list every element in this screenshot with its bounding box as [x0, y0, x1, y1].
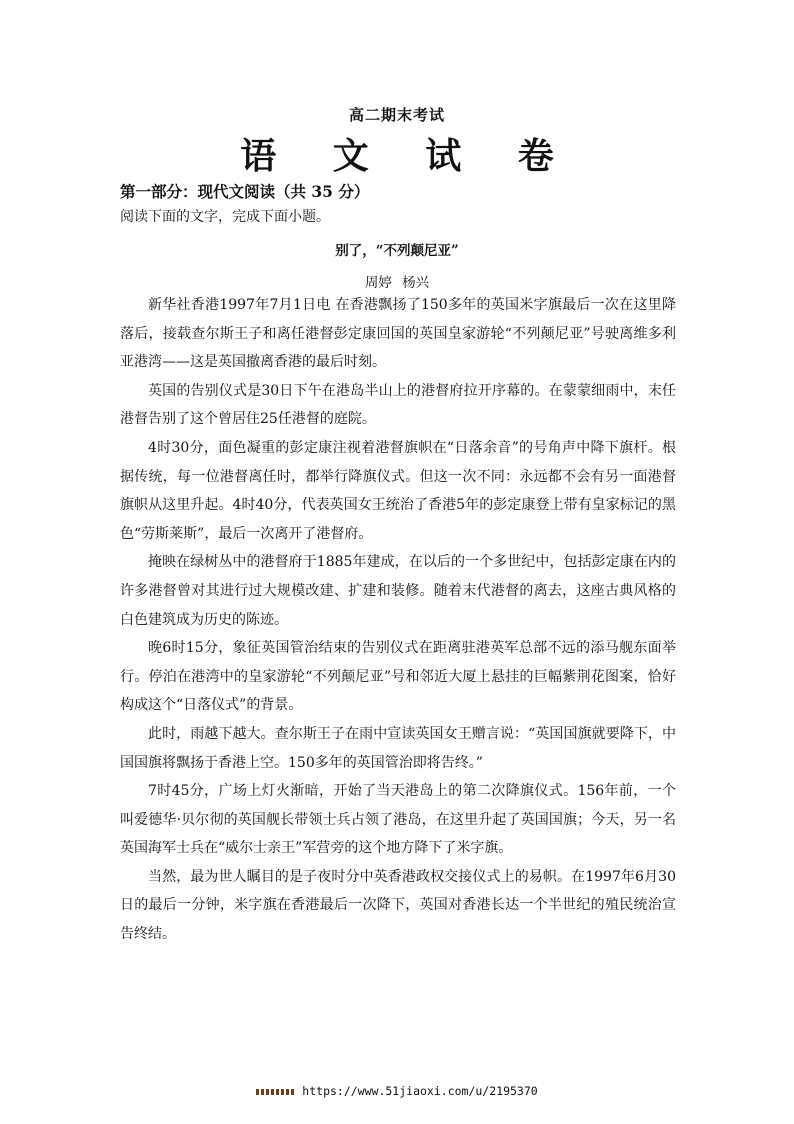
article-body — [120, 291, 676, 949]
article-title: 别了，“不列颠尼亚” — [335, 243, 459, 259]
article-paragraph: 新华社香港1997年7月1日电 在香港飘扬了150多年的英国米字旗最后一次在这里降落后，接载查尔斯王子和离任港督彭定康回国的英国皇家游轮“不列颠尼亚”号驶离维多利亚港湾——这是英国撤离香港的最后时刻。 — [120, 297, 676, 371]
article-authors: 周婷 杨兴 — [364, 275, 430, 291]
part-heading: 第一部分：现代文阅读（共 35 分） — [120, 182, 370, 201]
exam-title: 语 文 试 卷 — [240, 135, 576, 177]
article-paragraph: 掩映在绿树丛中的港督府于1885年建成，在以后的一个多世纪中，包括彭定康在内的许多港督曾对其进行过大规模改建、扩建和装修。随着末代港督的离去，这座古典风格的白色建筑成为历史的陈迹。 — [120, 554, 676, 628]
article-paragraph: 晚6时15分，象征英国管治结束的告别仪式在距离驻港英军总部不远的添马舰东面举行。停泊在港湾中的皇家游轮“不列颠尼亚”号和邻近大厦上悬挂的巨幅紫荆花图案，恰好构成这个“日落仪式”的背景。 — [120, 640, 676, 714]
article-paragraph: 7时45分，广场上灯火渐暗，开始了当天港岛上的第二次降旗仪式。156年前，一个叫爱德华·贝尔彻的英国舰长带领士兵占领了港岛，在这里升起了英国国旗；今天，另一名英国海军士兵在“威尔士亲王”军营旁的这个地方降下了米字旗。 — [120, 783, 676, 857]
article-paragraph: 4时30分，面色凝重的彭定康注视着港督旗帜在“日落余音”的号角声中降下旗杆。根据传统，每一位港督离任时，都举行降旗仪式。但这一次不同：永远都不会有另一面港督旗帜从这里升起。4时40分，代表英国女王统治了香港5年的彭定康登上带有皇家标记的黑色“劳斯莱斯”，最后一次离开了港督府。 — [120, 439, 676, 542]
article-paragraph: 此时，雨越下越大。查尔斯王子在雨中宣读英国女王赠言说：“英国国旗就要降下，中国国旗将飘扬于香港上空。150多年的英国管治即将告终。” — [120, 725, 676, 771]
site-logo-icon — [256, 1089, 296, 1095]
part-instruction: 阅读下面的文字，完成下面小题。 — [120, 209, 330, 225]
footer-url[interactable]: https://www.51jiaoxi.com/u/2195370 — [302, 1084, 538, 1098]
article-paragraph: 英国的告别仪式是30日下午在港岛半山上的港督府拉开序幕的。在蒙蒙细雨中，末任港督告别了这个曾居住25任港督的庭院。 — [120, 382, 676, 428]
footer-watermark — [0, 1084, 794, 1098]
article-paragraph: 当然，最为世人瞩目的是子夜时分中英香港政权交接仪式上的易帜。在1997年6月30日的最后一分钟，米字旗在香港最后一次降下，英国对香港长达一个半世纪的殖民统治宣告终结。 — [120, 868, 676, 943]
exam-subtitle: 高二期末考试 — [348, 106, 445, 124]
